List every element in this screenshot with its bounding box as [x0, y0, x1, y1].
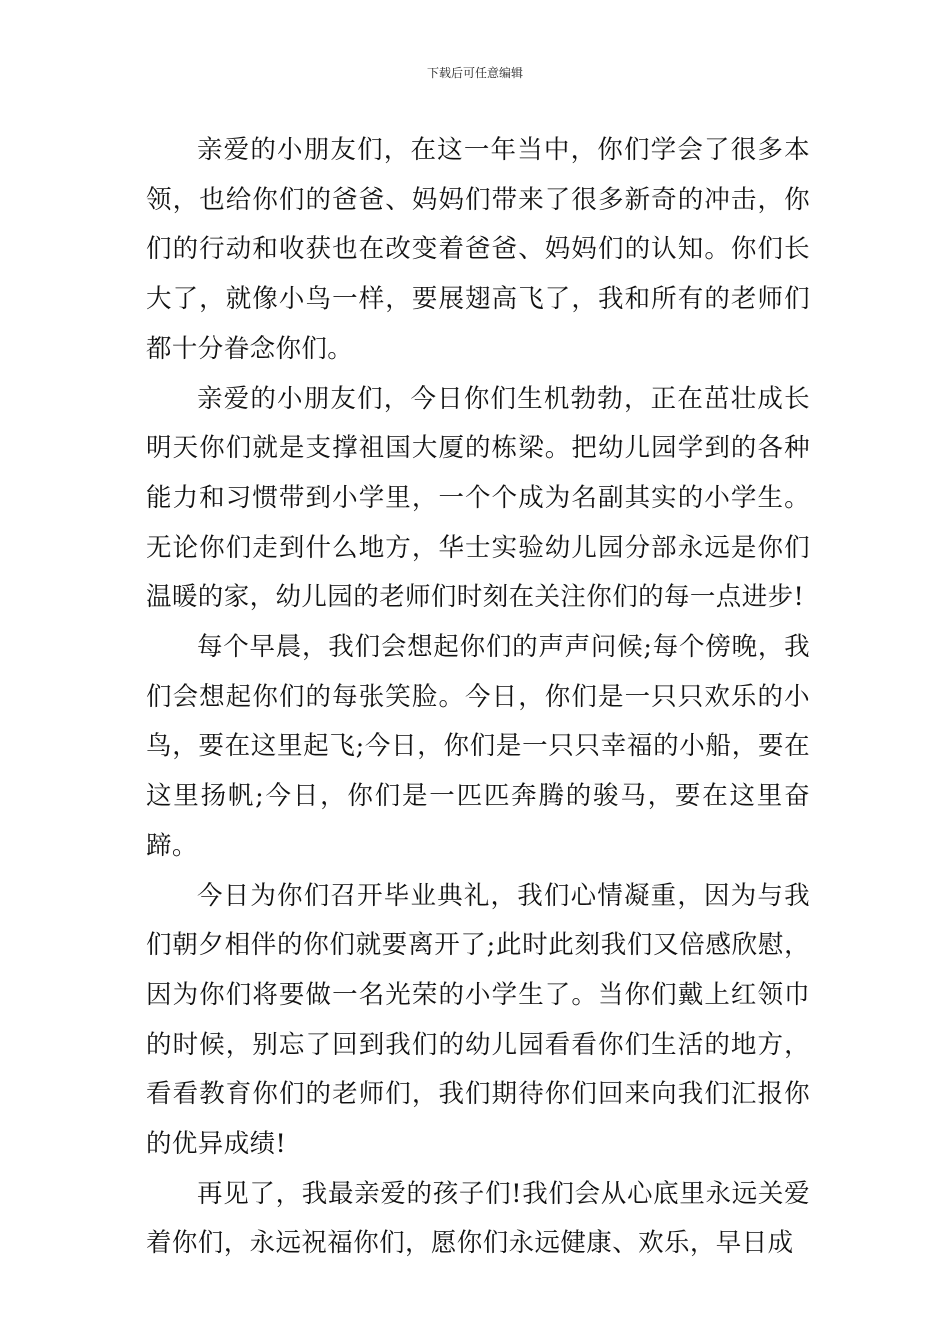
paragraph-3: 每个早晨，我们会想起你们的声声问候;每个傍晚，我们会想起你们的每张笑脸。今日，你们是一只只欢乐的小鸟，要在这里起飞;今日，你们是一只只幸福的小船，要在这里扬帆;今日，你们是一匹匹奔腾的骏马，要在这里奋蹄。 [146, 632, 810, 861]
paragraph-1: 亲爱的小朋友们，在这一年当中，你们学会了很多本领，也给你们的爸爸、妈妈们带来了很多新奇的冲击，你们的行动和收获也在改变着爸爸、妈妈们的认知。你们长大了，就像小鸟一样，要展翅高飞了，我和所有的老师们都十分眷念你们。 [146, 135, 810, 364]
paragraph-5: 再见了，我最亲爱的孩子们!我们会从心底里永远关爱着你们，永远祝福你们，愿你们永远健康、欢乐，早日成 [146, 1178, 810, 1259]
page-header: 下载后可任意编辑 [426, 66, 523, 80]
document-body [146, 126, 810, 1269]
paragraph-2: 亲爱的小朋友们，今日你们生机勃勃，正在茁壮成长明天你们就是支撑祖国大厦的栋梁。把幼儿园学到的各种能力和习惯带到小学里，一个个成为名副其实的小学生。无论你们走到什么地方，华士实验幼儿园分部永远是你们温暖的家，幼儿园的老师们时刻在关注你们的每一点进步! [146, 383, 810, 613]
paragraph-4: 今日为你们召开毕业典礼，我们心情凝重，因为与我们朝夕相伴的你们就要离开了;此时此刻我们又倍感欣慰，因为你们将要做一名光荣的小学生了。当你们戴上红领巾的时候，别忘了回到我们的幼儿园看看你们生活的地方，看看教育你们的老师们，我们期待你们回来向我们汇报你的优异成绩! [146, 880, 810, 1160]
